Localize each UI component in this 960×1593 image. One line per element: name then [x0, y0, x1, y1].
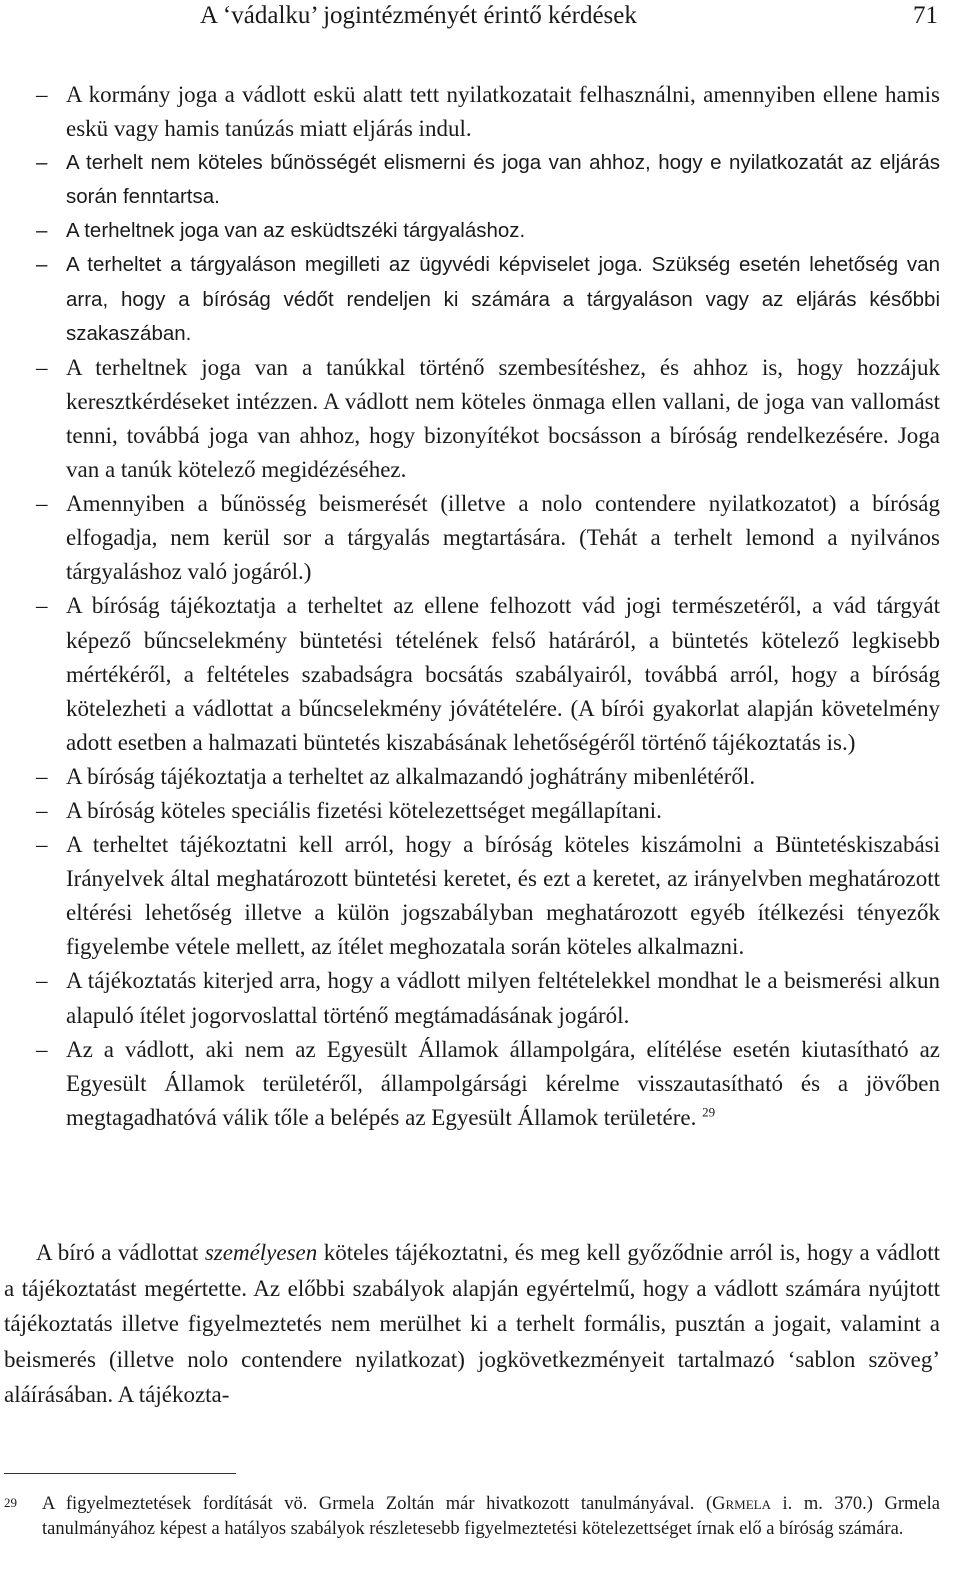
dash-bullet: – — [36, 968, 48, 994]
footnote-text — [42, 1492, 940, 1542]
footnote-author: Grmela — [712, 1494, 771, 1514]
list-item-text: A bíróság tájékoztatja a terheltet az ellene felhozott vád jogi természetéről, a vád tárgyát képező bűncselekmény büntetési tételének felső határáról, a büntetés kötelező legkisebb mértékéről, a feltételes szabadságra bocsátás szabályairól, továbbá arról, hogy a bíróság kötelezheti a vádlottat a bűncselekmény jóvátételére. (A bírói gyakorlat alapján követelmény adott esetben a halmazati büntetés kiszabásának lehetőségéről történő tájékoztatás is.) — [66, 593, 940, 755]
running-title: A ‘vádalku’ jogintézményét érintő kérdések — [200, 2, 637, 29]
body-paragraph — [4, 1235, 940, 1413]
list-item-text: A kormány joga a vádlott eskü alatt tett nyilatkozatait felhasználni, amennyiben ellene hamis eskü vagy hamis tanúzás miatt eljárás indul. — [66, 82, 940, 142]
page-number: 71 — [913, 2, 938, 29]
paragraph-text: A bíró a vádlottat — [36, 1240, 205, 1265]
dash-bullet: – — [36, 491, 48, 517]
dash-bullet: – — [36, 219, 48, 243]
paragraph-text: köteles tájékoztatni, és meg kell győződnie arról is, hogy a vádlott a tájékoztatást megértette. Az előbbi szabályok alapján egyértelmű, hogy a vádlott számára nyújtott tájékoztatás illetve figyelmeztetés nem merülhet ki a terhelt formális, pusztán a jogait, valamint a beismerés (illetve nolo contendere nyilatkozat) jogkövetkezményeit tartalmazó ‘sablon szöveg’ aláírásában. A tájékozta- — [4, 1240, 940, 1407]
list-item-text: A terhelt nem köteles bűnösségét elismerni és joga van ahhoz, hogy e nyilatkozatát az eljárás során fenntartsa. — [66, 151, 940, 209]
dash-bullet: – — [36, 1036, 48, 1062]
footnote-text-part: A figyelmeztetések fordítását vö. Grmela Zoltán már hivatkozott tanulmányával. ( — [42, 1494, 713, 1514]
list-item — [14, 794, 940, 828]
list-item — [14, 214, 940, 248]
list-item — [14, 589, 940, 759]
list-item-text: A bíróság köteles speciális fizetési kötelezettséget megállapítani. — [66, 797, 662, 823]
footnote-text-part: i. m. 370.) Grmela tanulmányához képest a hatályos szabályok részletesebb figyelmeztetési kötelezettséget írnak elő a bíróság számára. — [42, 1494, 940, 1539]
list-item-text: A terheltnek joga van a tanúkkal történő szembesítéshez, és ahhoz is, hogy hozzájuk keresztkérdéseket intézzen. A vádlott nem köteles önmaga ellen vallani, de joga van vallomást tenni, továbbá joga van ahhoz, hogy bizonyítékot bocsásson a bíróság rendelkezésére. Joga van a tanúk kötelező megidézéséhez. — [66, 354, 940, 483]
dash-bullet: – — [36, 151, 48, 175]
footnote — [4, 1492, 940, 1542]
dash-bullet: – — [36, 354, 48, 380]
footnote-divider — [4, 1473, 236, 1474]
list-item — [14, 1033, 940, 1135]
list-item — [14, 351, 940, 487]
dash-bullet: – — [36, 797, 48, 823]
dash-bullet: – — [36, 253, 48, 277]
footnote-reference: 29 — [702, 1104, 716, 1120]
list-item-text: A bíróság tájékoztatja a terheltet az alkalmazandó joghátrány mibenlétéről. — [66, 763, 756, 789]
list-item — [14, 146, 940, 214]
list-item-text: Amennyiben a bűnösség beismerését (illetve a nolo contendere nyilatkozatot) a bíróság elfogadja, nem kerül sor a tárgyalás megtartására. (Tehát a terhelt lemond a nyilvános tárgyaláshoz való jogáról.) — [66, 491, 940, 585]
list-item — [14, 248, 940, 350]
emphasized-word: személyesen — [204, 1240, 318, 1265]
rights-list — [14, 78, 940, 1135]
list-item-text: A terheltet tájékoztatni kell arról, hogy a bíróság köteles kiszámolni a Büntetéskiszabási Irányelvek által meghatározott büntetési keretet, és ezt a keretet, az irányelvben meghatározott eltérési lehetőség illetve a külön jogszabályban meghatározott egyéb ítélkezési tényezők figyelembe vétele mellett, az ítélet meghozatala során köteles alkalmazni. — [66, 832, 940, 960]
list-item — [14, 964, 940, 1032]
dash-bullet: – — [36, 763, 48, 789]
list-item — [14, 78, 940, 146]
list-item-text: A terheltet a tárgyaláson megilleti az ügyvédi képviselet joga. Szükség esetén lehetőség van arra, hogy a bíróság védőt rendeljen ki számára a tárgyaláson vagy az eljárás későbbi szakaszában. — [66, 253, 940, 345]
list-item — [14, 828, 940, 964]
list-item — [14, 487, 940, 589]
list-item-text: A terheltnek joga van az esküdtszéki tárgyaláshoz. — [66, 219, 526, 243]
dash-bullet: – — [36, 82, 48, 107]
dash-bullet: – — [36, 593, 48, 619]
list-item-text: Az a vádlott, aki nem az Egyesült Államok állampolgára, elítélése esetén kiutasítható az Egyesült Államok területéről, állampolgársági kérelme visszautasítható és a jövőben megtagadhatóvá válik tőle a belépés az Egyesült Államok területére. — [66, 1036, 940, 1130]
list-item — [14, 760, 940, 794]
dash-bullet: – — [36, 832, 48, 858]
footnote-number: 29 — [4, 1495, 17, 1510]
list-item-text: A tájékoztatás kiterjed arra, hogy a vádlott milyen feltételekkel mondhat le a beismerési alkun alapuló ítélet jogorvoslattal történő megtámadásának jogáról. — [66, 968, 940, 1028]
